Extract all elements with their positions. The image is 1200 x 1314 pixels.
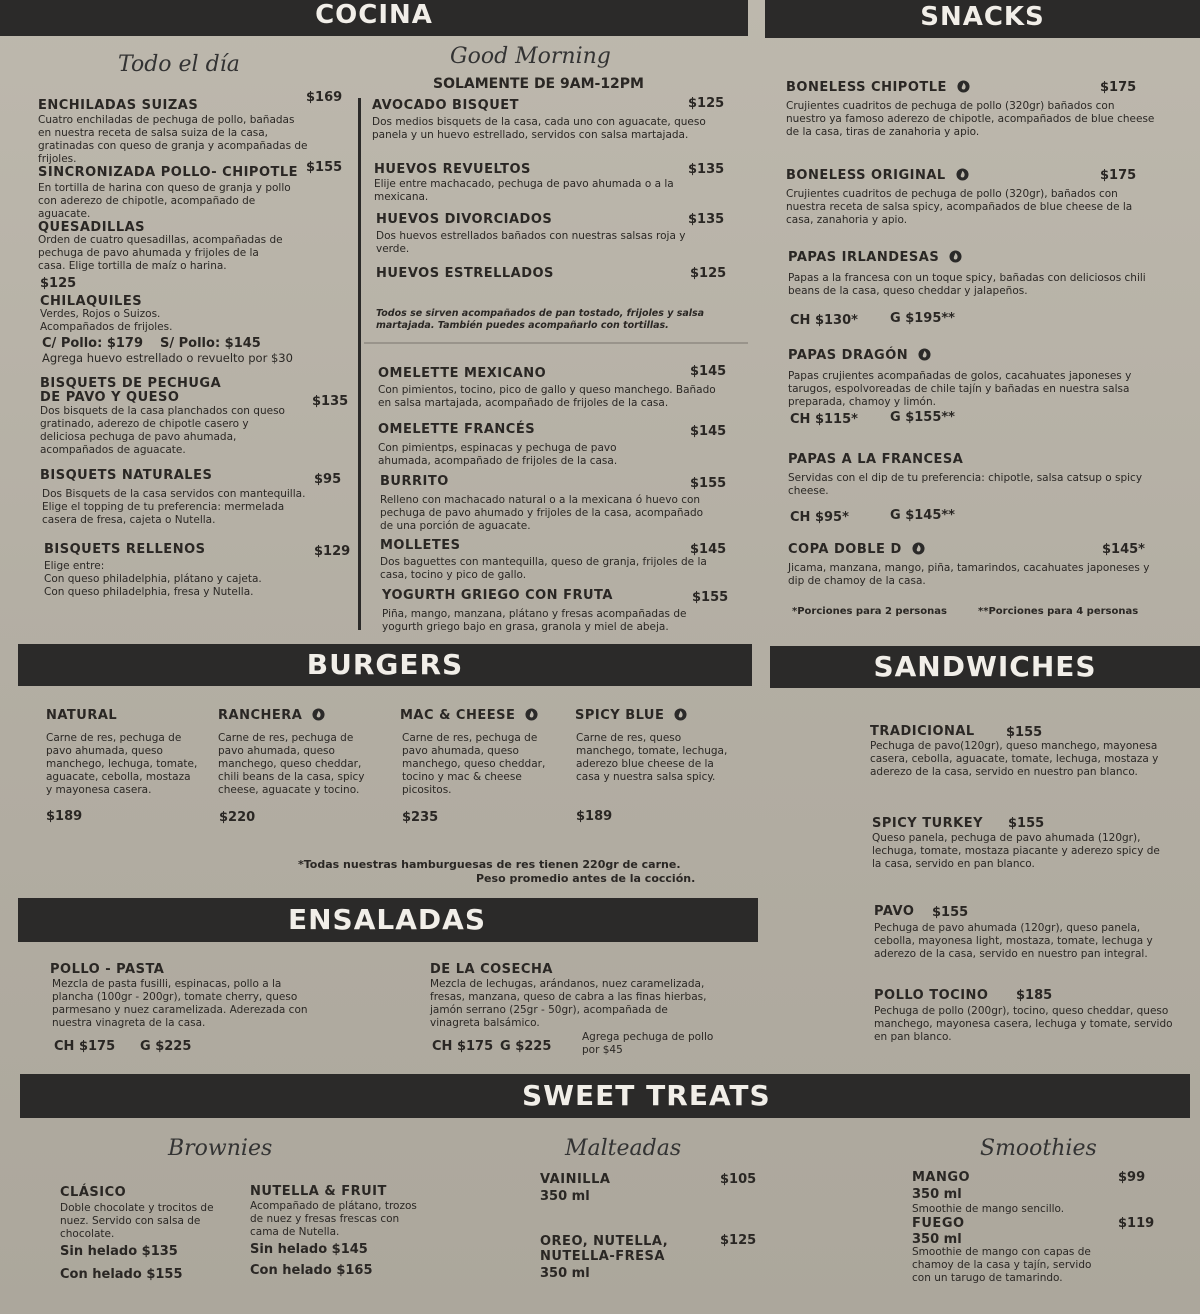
omelette-fr-name: OMELETTE FRANCÉS — [378, 422, 536, 437]
estrellados-price: $125 — [690, 266, 727, 281]
mango-name: MANGO — [912, 1170, 971, 1185]
revueltos-desc: Elije entre machacado, pechuga de pavo ahumada o a la mexicana. — [374, 178, 674, 203]
burgers-title: BURGERS — [306, 648, 464, 681]
oreo-price: $125 — [720, 1233, 757, 1248]
sandwiches-header — [770, 646, 1200, 688]
fire-icon — [912, 542, 925, 555]
boneless-chipotle-label: BONELESS CHIPOTLE — [786, 80, 947, 95]
chilaquiles-price-pollo: C/ Pollo: $179 — [42, 336, 144, 351]
tradicional-price: $155 — [1006, 725, 1043, 740]
burger-natural-price: $189 — [46, 809, 83, 824]
molletes-price: $145 — [690, 542, 727, 557]
clasico-name: CLÁSICO — [60, 1185, 127, 1200]
pollo-pasta-name: POLLO - PASTA — [50, 962, 165, 977]
cocina-title: COCINA — [315, 0, 433, 30]
fire-icon — [525, 708, 538, 721]
yogurth-price: $155 — [692, 590, 729, 605]
pollo-tocino-name: POLLO TOCINO — [874, 988, 989, 1003]
smoothies-script: Smoothies — [980, 1136, 1097, 1161]
burger-natural-desc: Carne de res, pechuga de pavo ahumada, queso manchego, lechuga, tomate, aguacate, cebolla, mostaza y mayonesa casera. — [46, 732, 198, 796]
nutella-name: NUTELLA & FRUIT — [250, 1184, 387, 1199]
cocina-divider — [358, 98, 361, 630]
snacks-title: SNACKS — [920, 2, 1045, 32]
divorciados-name: HUEVOS DIVORCIADOS — [376, 212, 553, 227]
burger-spicy-name — [575, 708, 687, 723]
pavo-desc: Pechuga de pavo ahumada (120gr), queso panela, cebolla, mayonesa light, mostaza, tomate, lechuga y aderezo de la casa, servido en nuestro pan integral. — [874, 922, 1153, 960]
yogurth-name: YOGURTH GRIEGO CON FRUTA — [382, 588, 613, 603]
fuego-name: FUEGO — [912, 1216, 965, 1231]
fuego-ml: 350 ml — [912, 1232, 962, 1247]
burger-spicy-label: SPICY BLUE — [575, 708, 665, 723]
fire-icon — [949, 250, 962, 263]
omelette-mex-desc: Con pimientos, tocino, pico de gallo y queso manchego. Bañado en salsa martajada, acompañado de frijoles de la casa. — [378, 384, 716, 409]
vainilla-price: $105 — [720, 1172, 757, 1187]
revueltos-name: HUEVOS REVUELTOS — [374, 162, 531, 177]
revueltos-price: $135 — [688, 162, 725, 177]
spicy-turkey-desc: Queso panela, pechuga de pavo ahumada (120gr), lechuga, tomate, mostaza piacante y aderezo spicy de la casa, servido en pan blanco. — [872, 832, 1160, 870]
porciones-4: **Porciones para 4 personas — [978, 606, 1139, 617]
enchiladas-price: $169 — [306, 90, 343, 105]
bisquets-pavo-name-1: BISQUETS DE PECHUGA — [40, 376, 222, 391]
bisquets-pavo-name-2: DE PAVO Y QUESO — [40, 390, 180, 405]
sincronizada-name: SINCRONIZADA POLLO- CHIPOTLE — [38, 165, 299, 180]
cosecha-ch: CH $175 — [432, 1039, 494, 1054]
fuego-desc: Smoothie de mango con capas de chamoy de la casa y tajín, servido con un tarugo de tamarindo. — [912, 1246, 1092, 1284]
papas-francesa-name: PAPAS A LA FRANCESA — [788, 452, 964, 467]
pollo-tocino-price: $185 — [1016, 988, 1053, 1003]
clasico-sin: Sin helado $135 — [60, 1244, 178, 1259]
burrito-name: BURRITO — [380, 474, 449, 489]
avocado-price: $125 — [688, 96, 725, 111]
mango-price: $99 — [1118, 1170, 1146, 1185]
burger-ranchera-label: RANCHERA — [218, 708, 303, 723]
boneless-original-label: BONELESS ORIGINAL — [786, 168, 946, 183]
fire-icon — [312, 708, 325, 721]
sincronizada-desc: En tortilla de harina con queso de granja y pollo con aderezo de chipotle, acompañado de aguacate. — [38, 182, 291, 220]
bisquets-pavo-desc: Dos bisquets de la casa planchados con queso gratinado, aderezo de chipotle casero y deliciosa pechuga de pavo ahumada, acompañados de aguacate. — [40, 405, 285, 456]
papas-dragon-desc: Papas crujientes acompañadas de golos, cacahuates japoneses y tarugos, espolvoreadas de chile tajín y bañadas en nuestra salsa preparada, chamoy y limón. — [788, 370, 1132, 408]
quesadillas-desc: Orden de cuatro quesadillas, acompañadas de pechuga de pavo ahumada y frijoles de la casa. Elige tortilla de maíz o harina. — [38, 234, 283, 272]
copa-name — [788, 542, 925, 557]
molletes-desc: Dos baguettes con mantequilla, queso de granja, frijoles de la casa, tocino y pico de gallo. — [380, 556, 707, 581]
oreo-name-2: NUTELLA-FRESA — [540, 1249, 665, 1264]
estrellados-name: HUEVOS ESTRELLADOS — [376, 266, 554, 281]
boneless-original-price: $175 — [1100, 168, 1137, 183]
divorciados-desc: Dos huevos estrellados bañados con nuestras salsas roja y verde. — [376, 230, 686, 255]
quesadillas-name: QUESADILLAS — [38, 220, 146, 235]
papas-dragon-name — [788, 348, 931, 363]
copa-price: $145* — [1102, 542, 1145, 557]
enchiladas-name: ENCHILADAS SUIZAS — [38, 98, 199, 113]
omelette-mex-name: OMELETTE MEXICANO — [378, 366, 547, 381]
fire-icon — [918, 348, 931, 361]
burger-natural-name: NATURAL — [46, 708, 118, 723]
chilaquiles-price-sin: S/ Pollo: $145 — [160, 336, 261, 351]
copa-desc: Jicama, manzana, mango, piña, tamarindos, cacahuates japoneses y dip de chamoy de la casa. — [788, 562, 1150, 587]
porciones-2: *Porciones para 2 personas — [792, 606, 947, 617]
good-morning-script: Good Morning — [450, 44, 611, 69]
boneless-original-name — [786, 168, 969, 183]
morning-hours: SOLAMENTE DE 9AM-12PM — [433, 76, 644, 92]
avocado-desc: Dos medios bisquets de la casa, cada uno con aguacate, queso panela y un huevo estrellado, servidos con salsa martajada. — [372, 116, 706, 141]
copa-label: COPA DOBLE D — [788, 542, 902, 557]
bisquets-rellenos-price: $129 — [314, 544, 351, 559]
burger-ranchera-name — [218, 708, 325, 723]
pavo-price: $155 — [932, 905, 969, 920]
cosecha-extra: Agrega pechuga de pollo por $45 — [582, 1031, 714, 1056]
pollo-pasta-g: G $225 — [140, 1039, 192, 1054]
cosecha-name: DE LA COSECHA — [430, 962, 553, 977]
burgers-note-1: *Todas nuestras hamburguesas de res tienen 220gr de carne. — [298, 858, 681, 871]
burger-spicy-price: $189 — [576, 809, 613, 824]
nutella-con: Con helado $165 — [250, 1263, 373, 1278]
oreo-name-1: OREO, NUTELLA, — [540, 1234, 669, 1249]
bisquets-naturales-desc: Dos Bisquets de la casa servidos con mantequilla. Elige el topping de tu preferencia: mermelada casera de fresa, cajeta o Nutella. — [42, 488, 306, 526]
burger-mac-price: $235 — [402, 810, 439, 825]
snacks-header — [765, 0, 1200, 38]
divorciados-price: $135 — [688, 212, 725, 227]
burrito-desc: Relleno con machacado natural o a la mexicana ó huevo con pechuga de pavo ahumado y frijoles de la casa, acompañado de una porción de aguacate. — [380, 494, 704, 532]
bisquets-rellenos-desc-3: Con queso philadelphia, fresa y Nutella. — [44, 586, 254, 598]
sincronizada-price: $155 — [306, 160, 343, 175]
mango-ml: 350 ml — [912, 1187, 962, 1202]
bisquets-rellenos-desc-2: Con queso philadelphia, plátano y cajeta. — [44, 573, 262, 585]
fire-icon — [957, 80, 970, 93]
avocado-name: AVOCADO BISQUET — [372, 98, 519, 113]
boneless-chipotle-name — [786, 80, 970, 95]
nutella-desc: Acompañado de plátano, trozos de nuez y fresas frescas con cama de Nutella. — [250, 1200, 417, 1238]
bisquets-rellenos-name: BISQUETS RELLENOS — [44, 542, 206, 557]
vainilla-name: VAINILLA — [540, 1172, 611, 1187]
burger-ranchera-price: $220 — [219, 810, 256, 825]
papas-irlandesas-label: PAPAS IRLANDESAS — [788, 250, 940, 265]
nutella-sin: Sin helado $145 — [250, 1242, 368, 1257]
papas-dragon-label: PAPAS DRAGÓN — [788, 348, 909, 363]
tradicional-name: TRADICIONAL — [870, 724, 975, 739]
papas-irlandesas-g: G $195** — [890, 311, 955, 326]
chilaquiles-name: CHILAQUILES — [40, 294, 143, 309]
pavo-name: PAVO — [874, 904, 915, 919]
pollo-pasta-ch: CH $175 — [54, 1039, 116, 1054]
cosecha-g: G $225 — [500, 1039, 552, 1054]
fire-icon — [956, 168, 969, 181]
fuego-price: $119 — [1118, 1216, 1155, 1231]
omelette-divider — [364, 342, 748, 344]
molletes-name: MOLLETES — [380, 538, 461, 553]
bisquets-rellenos-desc-1: Elige entre: — [44, 560, 105, 572]
clasico-con: Con helado $155 — [60, 1267, 183, 1282]
bisquets-naturales-name: BISQUETS NATURALES — [40, 468, 213, 483]
chilaquiles-extra: Agrega huevo estrellado o revuelto por $30 — [42, 351, 293, 365]
burger-mac-label: MAC & CHEESE — [400, 708, 516, 723]
burger-ranchera-desc: Carne de res, pechuga de pavo ahumada, queso manchego, queso cheddar, chili beans de la casa, spicy cheese, aguacate y tocino. — [218, 732, 365, 796]
papas-irlandesas-desc: Papas a la francesa con un toque spicy, bañadas con deliciosos chili beans de la casa, queso cheddar y jalapeños. — [788, 272, 1146, 297]
burger-spicy-desc: Carne de res, queso manchego, tomate, lechuga, aderezo blue cheese de la casa y nuestra salsa spicy. — [576, 732, 728, 783]
burgers-header — [18, 644, 752, 686]
todo-el-dia-script: Todo el día — [118, 52, 240, 77]
mango-desc: Smoothie de mango sencillo. — [912, 1203, 1065, 1215]
boneless-chipotle-desc: Crujientes cuadritos de pechuga de pollo (320gr) bañados con nuestro ya famoso aderezo de chipotle, acompañados de blue cheese de la casa, tiras de zanahoria y apio. — [786, 100, 1155, 138]
spicy-turkey-price: $155 — [1008, 816, 1045, 831]
fire-icon — [674, 708, 687, 721]
enchiladas-desc: Cuatro enchiladas de pechuga de pollo, bañadas en nuestra receta de salsa suiza de la casa, gratinadas con queso de granja y acompañadas de frijoles. — [38, 114, 308, 165]
boneless-original-desc: Crujientes cuadritos de pechuga de pollo (320gr), bañados con nuestra receta de salsa spicy, acompañados de blue cheese de la casa, zanahoria y apio. — [786, 188, 1133, 226]
burger-mac-name — [400, 708, 538, 723]
tradicional-desc: Pechuga de pavo(120gr), queso manchego, mayonesa casera, cebolla, aguacate, tomate, lechuga, mostaza y aderezo de la casa, servido en nuestro pan blanco. — [870, 740, 1159, 778]
pollo-tocino-desc: Pechuga de pollo (200gr), tocino, queso cheddar, queso manchego, mayonesa casera, lechuga y tomate, servido en pan blanco. — [874, 1005, 1173, 1043]
papas-irlandesas-name — [788, 250, 962, 265]
omelette-mex-price: $145 — [690, 364, 727, 379]
ensaladas-title: ENSALADAS — [288, 903, 486, 936]
spicy-turkey-name: SPICY TURKEY — [872, 816, 984, 831]
pollo-pasta-desc: Mezcla de pasta fusilli, espinacas, pollo a la plancha (100gr - 200gr), tomate cherry, queso parmesano y nuez caramelizada. Aderezada con nuestra vinagreta de la casa. — [52, 978, 308, 1029]
yogurth-desc: Piña, mango, manzana, plátano y fresas acompañadas de yogurth griego bajo en grasa, granola y miel de abeja. — [382, 608, 687, 633]
cocina-header — [0, 0, 748, 36]
papas-dragon-g: G $155** — [890, 410, 955, 425]
sweet-treats-title: SWEET TREATS — [522, 1079, 771, 1112]
clasico-desc: Doble chocolate y trocitos de nuez. Servido con salsa de chocolate. — [60, 1202, 214, 1240]
chilaquiles-desc: Verdes, Rojos o Suizos. Acompañados de frijoles. — [40, 308, 173, 333]
papas-francesa-g: G $145** — [890, 508, 955, 523]
ensaladas-header — [18, 898, 758, 942]
burgers-note-2: Peso promedio antes de la cocción. — [476, 872, 696, 885]
bisquets-pavo-price: $135 — [312, 394, 349, 409]
papas-irlandesas-ch: CH $130* — [790, 313, 858, 328]
papas-dragon-ch: CH $115* — [790, 412, 858, 427]
bisquets-naturales-price: $95 — [314, 472, 342, 487]
huevos-note: Todos se sirven acompañados de pan tostado, frijoles y salsa martajada. También puedes acompañarlo con tortillas. — [376, 308, 705, 331]
cosecha-desc: Mezcla de lechugas, arándanos, nuez caramelizada, fresas, manzana, queso de cabra a las finas hierbas, jamón serrano (25gr - 50gr), acompañada de vinagreta balsámico. — [430, 978, 707, 1029]
papas-francesa-desc: Servidas con el dip de tu preferencia: chipotle, salsa catsup o spicy cheese. — [788, 472, 1143, 497]
oreo-ml: 350 ml — [540, 1266, 590, 1281]
malteadas-script: Malteadas — [565, 1136, 682, 1161]
papas-francesa-ch: CH $95* — [790, 510, 849, 525]
vainilla-ml: 350 ml — [540, 1189, 590, 1204]
burrito-price: $155 — [690, 476, 727, 491]
sweet-treats-header — [20, 1074, 1190, 1118]
omelette-fr-price: $145 — [690, 424, 727, 439]
omelette-fr-desc: Con pimientps, espinacas y pechuga de pavo ahumada, acompañado de frijoles de la casa. — [378, 442, 618, 467]
quesadillas-price: $125 — [40, 276, 77, 291]
boneless-chipotle-price: $175 — [1100, 80, 1137, 95]
brownies-script: Brownies — [168, 1136, 273, 1161]
burger-mac-desc: Carne de res, pechuga de pavo ahumada, queso manchego, queso cheddar, tocino y mac & cheese picositos. — [402, 732, 546, 796]
sandwiches-title: SANDWICHES — [873, 650, 1097, 683]
